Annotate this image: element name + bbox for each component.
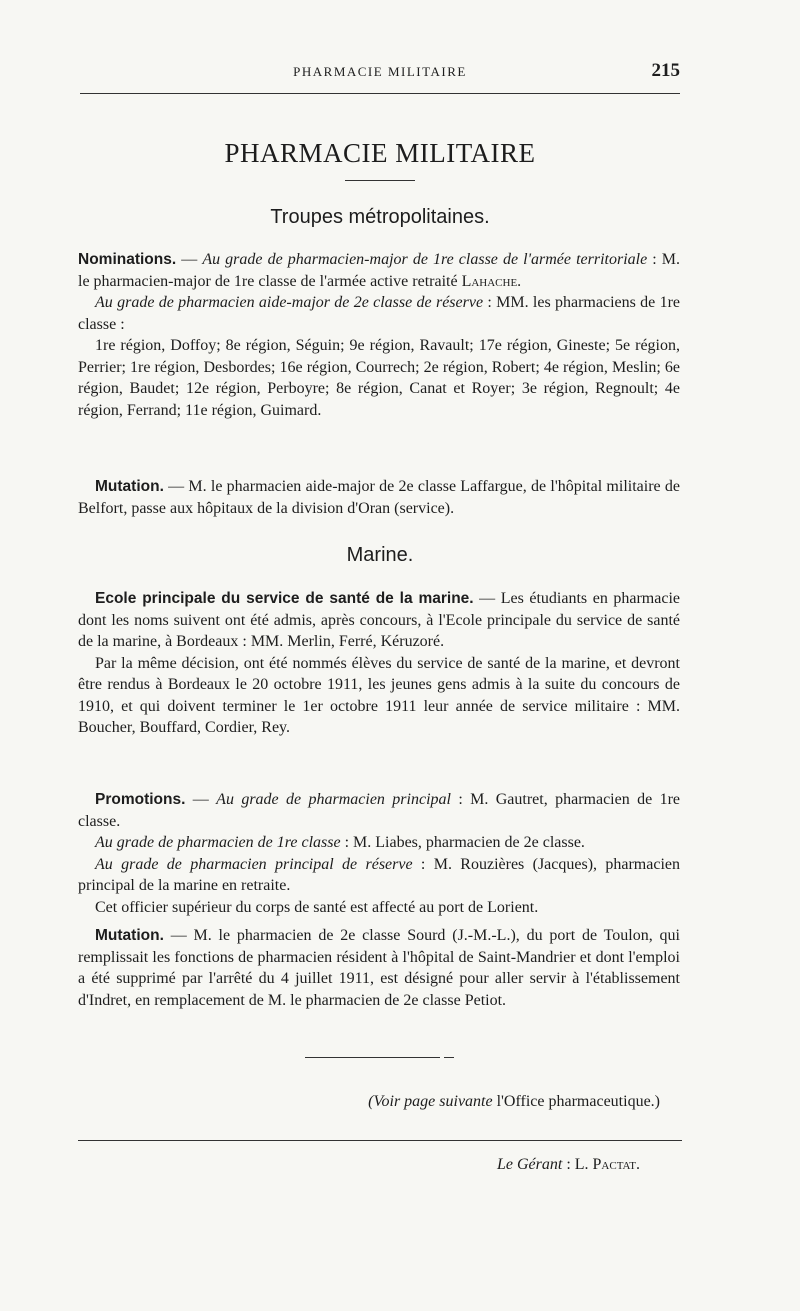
- closing-rule-end: [444, 1057, 454, 1058]
- promotion-first-class-grade: Au grade de pharmacien de 1re classe: [95, 834, 341, 851]
- promotion-reserve-paragraph: [78, 854, 680, 897]
- promotions-lead: Promotions.: [95, 791, 186, 808]
- affectation-paragraph: Cet officier supérieur du corps de santé est affecté au port de Lorient.: [95, 898, 539, 916]
- promotions-grade: Au grade de pharmacien principal: [216, 791, 451, 808]
- mutation-marine-block: [78, 925, 680, 1011]
- gerant-label: Le Gérant: [496, 1156, 563, 1173]
- mutation-troupes-paragraph: [78, 476, 680, 519]
- running-title: PHARMACIE MILITAIRE: [293, 64, 467, 79]
- nominations-dash: —: [176, 251, 203, 268]
- section-heading-troupes: Troupes métropolitaines.: [270, 206, 490, 228]
- mutation-troupes-text: — M. le pharmacien aide-major de 2e classe Laffargue, de l'hôpital militaire de Belfort, passe aux hôpitaux de la division d'Oran (service).: [78, 478, 680, 517]
- running-header: [80, 60, 680, 84]
- footer-rule: [78, 1140, 682, 1141]
- section-heading-marine: Marine.: [346, 544, 414, 566]
- ecole-lead: Ecole principale du service de santé de la marine.: [95, 590, 474, 607]
- header-rule: [80, 93, 680, 94]
- gerant-line: [497, 1156, 640, 1174]
- aide-major-paragraph: [78, 292, 680, 335]
- title-rule: [345, 180, 415, 181]
- ecole-text: — Les étudiants en pharmacie dont les noms suivent ont été admis, après concours, à l'Ecole principale du service de santé de la marine, à Bordeaux : MM. Merlin, Ferré, Kéruzoré.: [78, 590, 680, 650]
- promotions-block: [78, 789, 680, 918]
- aide-major-text: : MM. les pharmaciens de 1re classe :: [78, 294, 680, 333]
- mutation-troupes-block: [78, 476, 680, 519]
- mutation-troupes-lead: Mutation.: [95, 478, 164, 495]
- promotions-paragraph: [78, 789, 680, 832]
- next-page-note: [368, 1093, 660, 1111]
- nominations-name: Lahache.: [461, 272, 522, 290]
- ecole-paragraph: [78, 588, 680, 653]
- next-page-note-italic: (Voir page suivante: [368, 1093, 493, 1110]
- promotion-first-class-text: : M. Liabes, pharmacien de 2e classe.: [340, 834, 585, 851]
- nominations-paragraph: [78, 249, 680, 292]
- mutation-marine-text: — M. le pharmacien de 2e classe Sourd (J.-M.-L.), du port de Toulon, qui remplissait les fonctions de pharmacien résident à l'hôpital de Saint-Mandrier et dont l'emploi a été supprimé par l'arrêté du 4 juillet 1911, est désigné pour aller servir à l'établissement d'Indret, en remplacement de M. le pharmacien de 2e classe Petiot.: [78, 927, 680, 1009]
- ecole-block: [78, 588, 680, 739]
- promotions-text: : M. Gautret, pharmacien de 1re classe.: [78, 791, 681, 830]
- decision-paragraph: Par la même décision, ont été nommés élèves du service de santé de la marine, et devront être rendus à Bordeaux le 20 octobre 1911, les jeunes gens admis à la suite du concours de 1910, et qui doivent terminer le 1er octobre 1911 leur année de service militaire : MM. Boucher, Bouffard, Cordier, Rey.: [78, 654, 680, 736]
- gerant-name: : L. Pactat.: [562, 1156, 640, 1173]
- promotion-first-class-paragraph: [78, 832, 680, 854]
- promotions-dash: —: [185, 791, 217, 808]
- promotion-reserve-grade: Au grade de pharmacien principal de réserve: [95, 855, 413, 873]
- regions-paragraph: 1re région, Doffoy; 8e région, Séguin; 9e région, Ravault; 17e région, Gineste; 5e région, Perrier; 1re région, Desbordes; 16e région, Courrech; 2e région, Robert; 4e région, Meslin; 6e région, Baudet; 12e région, Perboyre; 8e région, Canat et Royer; 3e région, Regnoult; 4e région, Ferrand; 11e région, Guimard.: [78, 337, 680, 419]
- mutation-marine-lead: Mutation.: [95, 927, 164, 944]
- nominations-block: [78, 249, 680, 421]
- closing-rule: [305, 1057, 440, 1058]
- nominations-lead: Nominations.: [78, 251, 177, 268]
- page-title: PHARMACIE MILITAIRE: [224, 138, 536, 168]
- mutation-marine-paragraph: [78, 925, 680, 1011]
- aide-major-grade: Au grade de pharmacien aide-major de 2e classe de réserve: [95, 294, 484, 311]
- nominations-text: : M. le pharmacien-major de 1re classe de l'armée active retraité: [78, 251, 681, 290]
- nominations-grade: Au grade de pharmacien-major de 1re classe de l'armée territoriale: [202, 251, 648, 268]
- promotion-reserve-text: : M. Rouzières (Jacques), pharmacien principal de la marine en retraite.: [78, 855, 681, 894]
- page-number: 215: [651, 60, 680, 81]
- next-page-note-text: l'Office pharmaceutique.): [492, 1093, 660, 1110]
